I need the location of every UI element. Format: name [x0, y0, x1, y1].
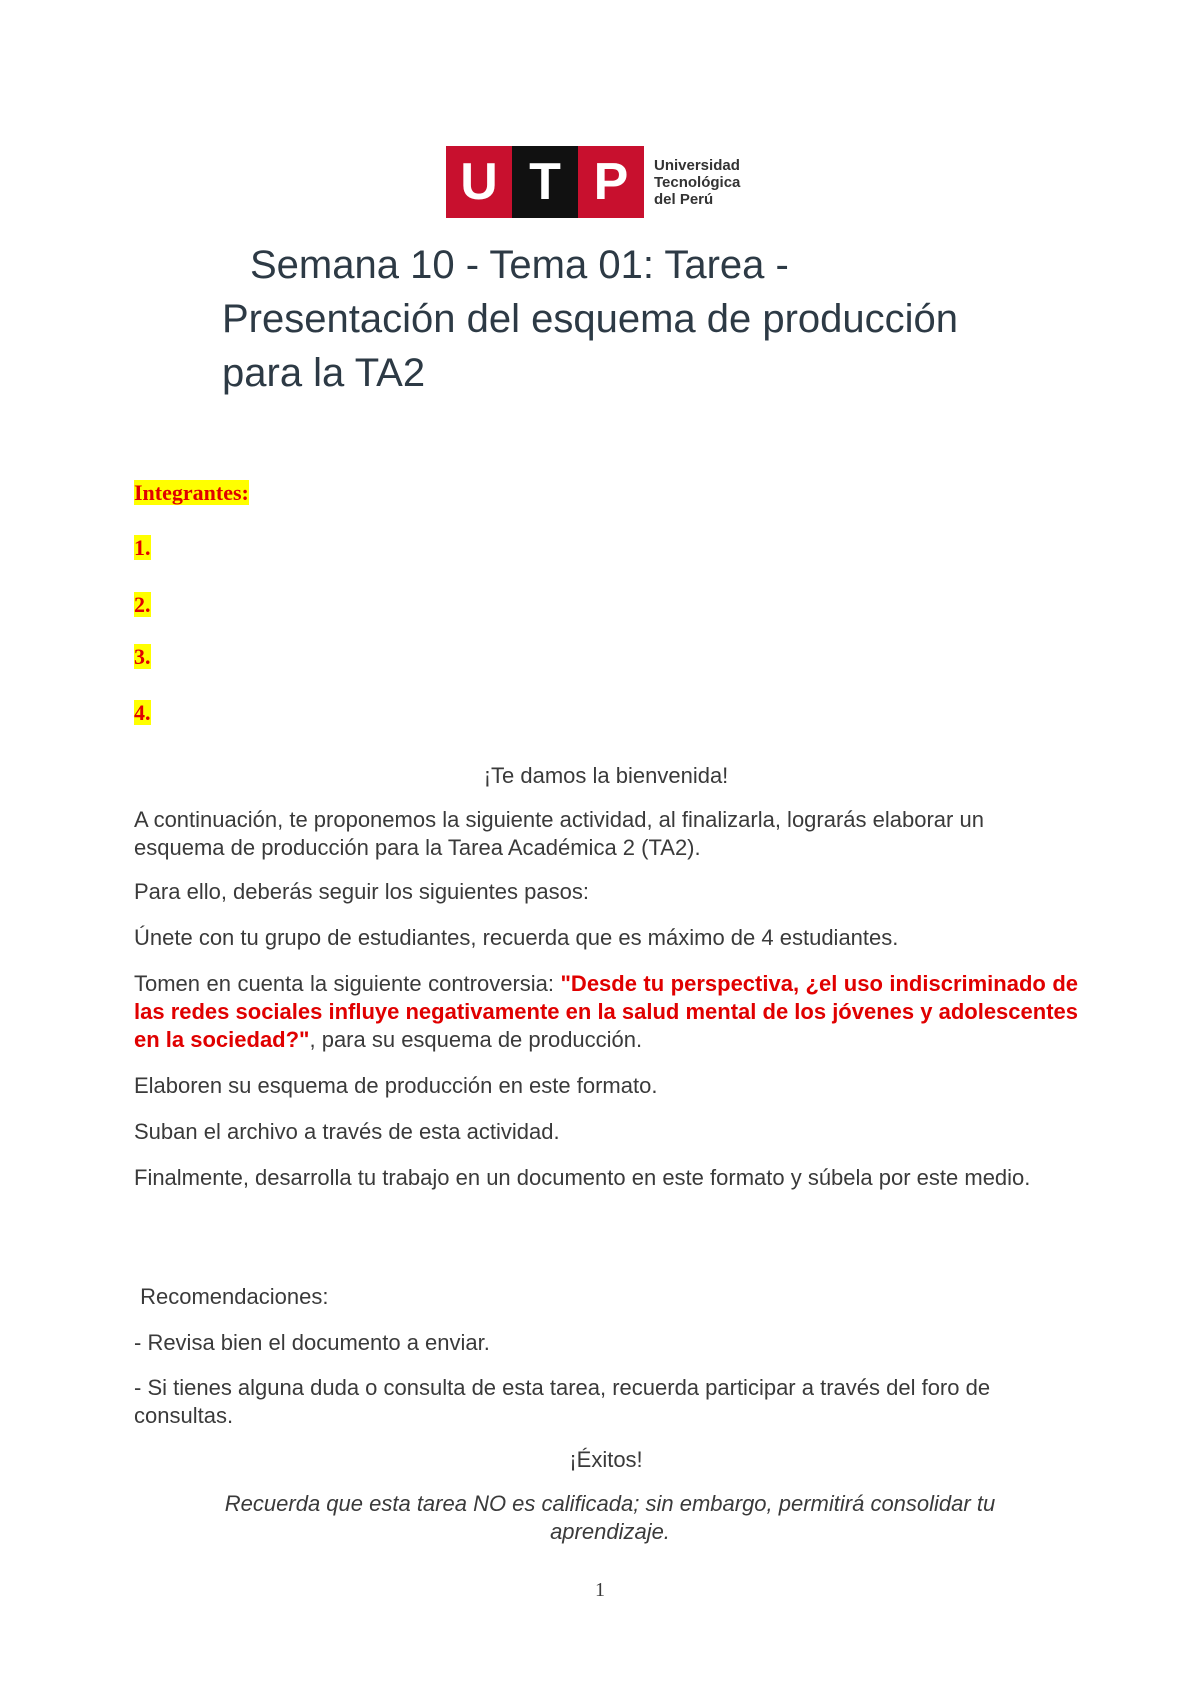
logo-wordmark	[654, 157, 740, 208]
step-join-group: Únete con tu grupo de estudiantes, recuerda que es máximo de 4 estudiantes.	[134, 925, 899, 950]
welcome-text: ¡Te damos la bienvenida!	[483, 763, 729, 788]
steps-intro: Para ello, deberás seguir los siguientes pasos:	[134, 879, 589, 904]
recommendation-2: - Si tienes alguna duda o consulta de esta tarea, recuerda participar a través del foro de consultas.	[134, 1375, 991, 1428]
member-item-2: 2.	[134, 592, 151, 617]
title-line-3: para la TA2	[222, 351, 426, 395]
title-line-2: Presentación del esquema de producción	[222, 297, 959, 341]
closing-note: Recuerda que esta tarea NO es calificada; sin embargo, permitirá consolidar tu aprendizaje.	[224, 1491, 996, 1544]
recommendation-1: - Revisa bien el documento a enviar.	[134, 1330, 490, 1355]
logo-letter-t: T	[512, 146, 578, 218]
logo-letter-p: P	[578, 146, 644, 218]
step-elaborate: Elaboren su esquema de producción en este formato.	[134, 1073, 658, 1098]
step-finally: Finalmente, desarrolla tu trabajo en un documento en este formato y súbela por este medio.	[134, 1165, 1031, 1190]
logo-line-3: del Perú	[654, 190, 714, 208]
member-item-3: 3.	[134, 644, 151, 669]
members-heading: Integrantes:	[134, 480, 249, 505]
member-item-1: 1.	[134, 535, 151, 560]
intro-paragraph: A continuación, te proponemos la siguiente actividad, al finalizarla, lograrás elaborar un esquema de producción para la Tarea Académica 2 (TA2).	[134, 807, 984, 860]
controversy-suffix: , para su esquema de producción.	[309, 1027, 643, 1052]
logo-line-1: Universidad	[654, 156, 740, 174]
title-line-1: Semana 10 - Tema 01: Tarea -	[250, 243, 789, 287]
step-upload: Suban el archivo a través de esta actividad.	[134, 1119, 560, 1144]
success-text: ¡Éxitos!	[569, 1447, 643, 1472]
page-number: 1	[595, 1579, 605, 1601]
controversy-paragraph	[134, 970, 1078, 1054]
logo-letters	[446, 146, 644, 218]
utp-logo	[446, 146, 740, 218]
member-item-4: 4.	[134, 700, 151, 725]
controversy-quote: "Desde tu perspectiva, ¿el uso indiscriminado de las redes sociales influye negativamente en la salud mental de los jóvenes y adolescentes en la sociedad?"	[134, 971, 1078, 1052]
controversy-prefix: Tomen en cuenta la siguiente controversia:	[134, 971, 561, 996]
logo-line-2: Tecnológica	[654, 173, 741, 191]
logo-letter-u: U	[446, 146, 512, 218]
recommendations-heading: Recomendaciones:	[134, 1284, 329, 1309]
document-title	[222, 238, 1062, 400]
